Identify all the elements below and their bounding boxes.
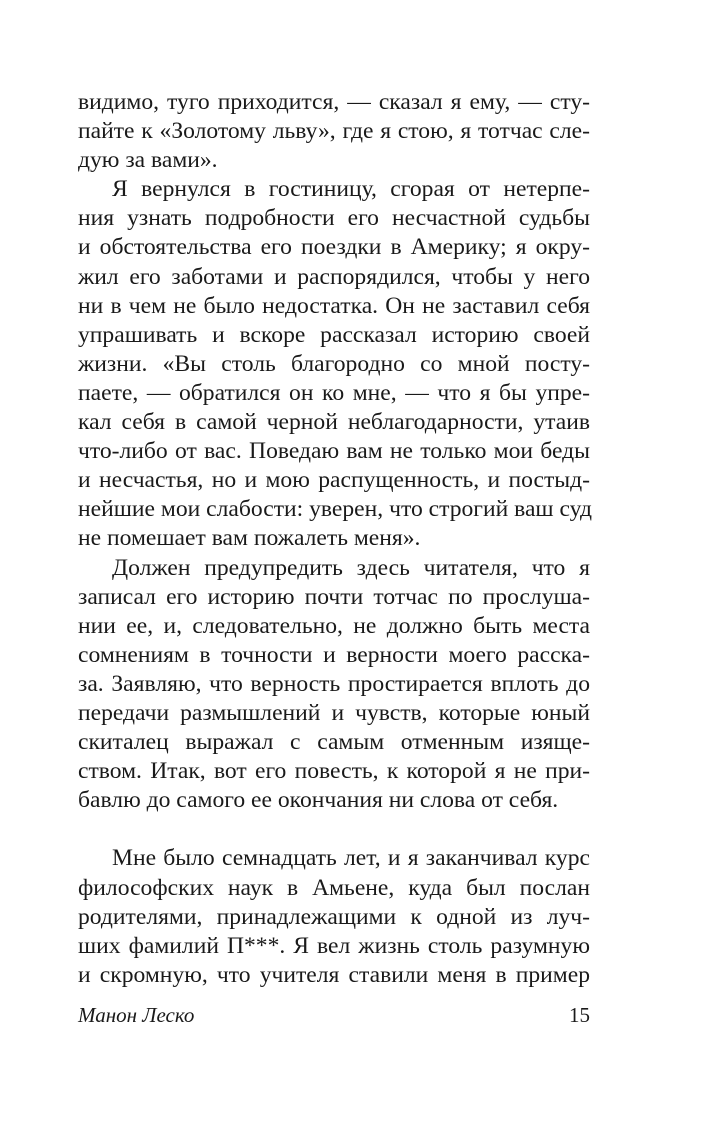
text-line: упрашивать и вскоре рассказал историю своей [78, 321, 590, 348]
text-line: передачи размышлений и чувств, которые юный [78, 699, 590, 726]
page-footer [78, 1000, 590, 1030]
text-line: жил его заботами и распорядился, чтобы у него [78, 263, 590, 290]
text-line: пайте к «Золотому льву», где я стою, я тотчас сле- [78, 118, 590, 145]
text-line: видимо, туго приходится, — сказал я ему, — сту- [78, 89, 590, 115]
section-break [78, 815, 590, 844]
text-line: родителями, принадлежащими к одной из луч- [78, 903, 590, 930]
running-title: Манон Леско [78, 1003, 195, 1027]
text-line: скиталец выражал с самым отменным изяще- [78, 729, 590, 756]
text-line: и обстоятельства его поездки в Америку; я окру- [78, 234, 590, 261]
paragraph-1 [78, 88, 590, 175]
text-line: Я вернулся в гостиницу, сгорая от нетерпе- [112, 176, 590, 203]
text-line: ших фамилий П***. Я вел жизнь столь разумную [78, 932, 590, 959]
text-line: что-либо от вас. Поведаю вам не только мои беды [78, 438, 590, 465]
text-line: Должен предупредить здесь читателя, что я [112, 554, 590, 581]
text-line: ством. Итак, вот его повесть, к которой я не при- [78, 758, 590, 785]
page-body [78, 88, 590, 990]
text-line: не помешает вам пожалеть меня». [78, 525, 421, 552]
text-line: бавлю до самого ее окончания ни слова от себя. [78, 787, 559, 814]
text-line: и скромную, что учителя ставили меня в пример [78, 961, 590, 988]
paragraph-2 [78, 175, 590, 553]
text-line: записал его историю почти тотчас по прослуша- [78, 583, 590, 610]
text-line: Мне было семнадцать лет, и я заканчивал курс [112, 845, 590, 872]
text-line: за. Заявляю, что верность простирается вплоть до [78, 670, 590, 697]
text-line: жизни. «Вы столь благородно со мной посту- [78, 350, 590, 377]
text-line: сомнениям в точности и верности моего расска- [78, 641, 590, 668]
text-line: дую за вами». [78, 147, 218, 174]
text-line: ния узнать подробности его несчастной судьбы [78, 205, 590, 232]
text-line: ни в чем не было недостатка. Он не заставил себя [78, 292, 590, 319]
text-line: кал себя в самой черной неблагодарности, утаив [78, 409, 590, 436]
text-line: нии ее, и, следовательно, не должно быть места [78, 612, 590, 639]
text-line: нейшие мои слабости: уверен, что строгий ваш суд [78, 496, 592, 523]
text-line: и несчастья, но и мою распущенность, и постыд- [78, 467, 590, 494]
paragraph-4 [78, 844, 590, 989]
text-line: паете, — обратился он ко мне, — что я бы упре- [78, 379, 590, 406]
text-line: философских наук в Амьене, куда был послан [78, 874, 590, 901]
paragraph-3 [78, 554, 590, 816]
page-number: 15 [569, 1003, 590, 1027]
